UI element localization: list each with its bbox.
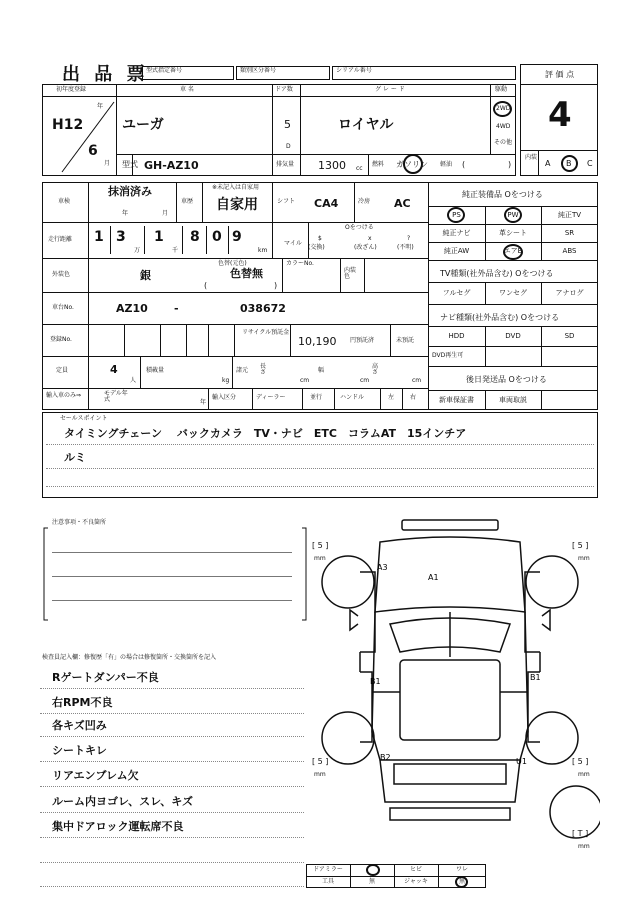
hgt-label: 高さ: [372, 363, 379, 376]
wid-label: 幅: [318, 367, 325, 374]
nav-title: ナビ種類(社外品含む) Oをつける: [440, 313, 560, 322]
import-label: 輸入車のみ⇒: [46, 392, 82, 399]
recycle-label-1: リサイクル預託金: [242, 329, 290, 336]
tire-fl-value: 5: [317, 541, 323, 550]
tools-value: 無: [368, 878, 375, 885]
dealer-option: ディーラー: [256, 394, 286, 401]
handle-label: ハンドル: [340, 394, 365, 401]
mile-label: マイル: [284, 240, 302, 247]
repaint-label: 色替(元色): [218, 260, 247, 267]
drive-label: 駆動: [495, 86, 508, 93]
tire-fr-mm: mm: [578, 555, 590, 562]
mark-unknown-symbol: ?: [407, 235, 411, 242]
nav-hdd: HDD: [448, 332, 465, 340]
model-year-label: モデル年式: [104, 390, 128, 403]
tire-spare-value: T: [577, 829, 583, 838]
equip-airbag: エアB: [503, 247, 523, 255]
damage-a3: A3: [377, 563, 388, 572]
interior-label: 内装: [525, 154, 538, 161]
recycle-value: 10,190: [298, 335, 337, 348]
paren-open: (: [462, 160, 466, 169]
note-item-5: リアエンブレム欠: [52, 769, 139, 782]
mileage-digit-4: 8: [190, 229, 200, 245]
interior-a: A: [545, 159, 551, 168]
man-label: 万: [134, 247, 141, 254]
note-item-7: 集中ドアロック運転席不良: [52, 820, 184, 833]
doors-label: ドア数: [275, 86, 293, 93]
note-item-1: Rゲートダンパー不良: [52, 671, 159, 684]
chassis-label: 車台No.: [52, 304, 74, 311]
drive-2wd: 2WD: [496, 105, 511, 112]
equip-leather: 革シート: [499, 229, 527, 237]
drive-4wd: 4WD: [496, 123, 511, 130]
km-label: km: [258, 247, 268, 254]
wid-cm: cm: [360, 377, 370, 384]
mark-swap-symbol: $: [318, 235, 322, 242]
exterior-value: 銀: [140, 269, 151, 282]
ac-label: 冷房: [358, 198, 371, 205]
mileage-digit-6: 9: [232, 229, 242, 245]
repaint-value: 色替無: [230, 267, 263, 280]
model-year-suffix: 年: [200, 399, 207, 406]
mileage-digit-2: 3: [116, 229, 126, 245]
grade-box-label: 評 価 点: [545, 70, 575, 79]
damage-b2: B2: [380, 753, 391, 762]
nav-sd: SD: [564, 332, 575, 340]
equip-aw: 純正AW: [443, 247, 470, 255]
tire-fl: [ 5 ]: [312, 541, 329, 550]
tv-fullseg: フルセグ: [442, 289, 471, 297]
len-label: 長さ: [260, 363, 267, 376]
jack-circle: [455, 876, 468, 888]
reg-label: 登録No.: [50, 336, 72, 343]
interior-color-label: 内装色: [344, 267, 357, 280]
dvd-play-label: DVD再生可: [432, 352, 464, 359]
interior-b: B: [566, 159, 572, 168]
tire-spare-mm: mm: [578, 843, 590, 850]
selling-points-label: セールスポイント: [60, 415, 108, 422]
model-value: GH-AZ10: [144, 159, 199, 172]
fuel-value: ガソリン: [396, 160, 428, 169]
fuel-label: 燃料: [372, 161, 385, 168]
paren-close: ): [508, 160, 512, 169]
displacement-value: 1300: [318, 159, 346, 172]
tire-spare: [ T ]: [572, 829, 589, 838]
equip-sr: SR: [564, 229, 575, 237]
mileage-digit-5: 0: [212, 229, 222, 245]
recycle-yen: 円預託済: [350, 337, 375, 344]
nav-dvd: DVD: [505, 332, 521, 340]
drive-other: その他: [494, 139, 513, 146]
hibi-label: ヒビ: [409, 866, 422, 873]
handle-right: 右: [410, 394, 417, 401]
light-oil-label: 軽油: [440, 161, 453, 168]
capacity-label: 定員: [56, 367, 69, 374]
interior-b-circle: [561, 155, 578, 172]
history-note: ※未記入は自家用: [212, 184, 260, 191]
month-label: 月: [104, 160, 111, 167]
color-no-label: カラーNo.: [286, 260, 314, 267]
tv-oneseg: ワンセグ: [499, 289, 527, 297]
hgt-cm: cm: [412, 377, 422, 384]
jack-label: ジャッキ: [404, 878, 428, 885]
fuel-circle: [403, 154, 423, 174]
tv-title: TV種類(社外品含む) Oをつける: [440, 269, 554, 278]
note-item-6: ルーム内ヨゴレ、スレ、キズ: [52, 795, 194, 808]
cc-label: cc: [356, 165, 363, 172]
doors-sub: D: [286, 143, 291, 150]
first-reg-label: 初年度登録: [56, 86, 87, 93]
mirror-circle: [366, 864, 380, 876]
import-class-label: 輸入区分: [212, 394, 237, 401]
car-name: ユーガ: [122, 117, 164, 133]
selling-points-line-2: ルミ: [64, 451, 86, 464]
tire-rr-mm: mm: [578, 771, 590, 778]
tire-rr: [ 5 ]: [572, 757, 589, 766]
later-title: 後日発送品 Oをつける: [466, 375, 547, 384]
kg-label: kg: [222, 377, 230, 384]
door-mirror-label: ドアミラー: [313, 866, 343, 873]
displacement-label: 排気量: [276, 161, 295, 168]
equip-abs: ABS: [562, 247, 577, 255]
car-name-label: 車 名: [180, 86, 194, 93]
note-item-2: 右RPM不良: [52, 696, 113, 709]
tire-rl-value: 5: [317, 757, 323, 766]
damage-a1: A1: [428, 573, 439, 582]
equip-ps-circle: [447, 207, 465, 223]
mark-swap-text: (交換): [308, 244, 325, 251]
page-title: 出 品 票: [62, 64, 149, 85]
shaken-month: 月: [162, 210, 169, 217]
damage-b1-left: B1: [370, 677, 381, 686]
inspector-note: 検査員記入欄：修復歴「有」の場合は修復箇所・交換箇所を記入: [42, 654, 217, 661]
chassis-number: 038672: [240, 302, 286, 315]
equip-title: 純正装備品 Oをつける: [462, 190, 543, 199]
mileage-digit-1: 1: [94, 229, 104, 245]
manual-label: 車両取説: [499, 396, 527, 404]
equip-tv: 純正TV: [557, 211, 582, 219]
tire-rl: [ 5 ]: [312, 757, 329, 766]
first-reg-era: H12: [52, 117, 84, 133]
mark-mod-text: (改ざん): [354, 244, 377, 251]
tire-fr: [ 5 ]: [572, 541, 589, 550]
notes-title: 注意事項・不良箇所: [52, 519, 107, 526]
wave-label: ワレ: [455, 866, 468, 873]
notes-bracket: [40, 520, 310, 630]
tire-rl-mm: mm: [314, 771, 326, 778]
tire-rr-value: 5: [577, 757, 583, 766]
mark-title: Oをつける: [345, 224, 374, 231]
grade-name: ロイヤル: [338, 117, 394, 133]
shaken-value: 抹消済み: [108, 185, 152, 198]
model-label: 型式: [122, 160, 138, 169]
recycle-unpaid: 未預託: [396, 337, 415, 344]
damage-u1: U1: [516, 757, 527, 766]
shift-label: シフト: [277, 198, 296, 205]
chassis-dash: -: [174, 302, 179, 315]
tire-fl-mm: mm: [314, 555, 326, 562]
repaint-paren-open: (: [204, 281, 208, 290]
parallel-option: 並行: [310, 394, 323, 401]
repaint-paren-close: ): [274, 281, 278, 290]
serial-label: シリアル番号: [336, 67, 372, 74]
tv-analog: アナログ: [555, 289, 584, 297]
shift-value: CA4: [314, 197, 339, 210]
jack-value: 無: [458, 878, 465, 885]
car-diagram: [317, 512, 600, 852]
drive-2wd-circle: [493, 101, 512, 117]
tire-fr-value: 5: [577, 541, 583, 550]
chassis-prefix: AZ10: [116, 302, 148, 315]
person-label: 人: [130, 377, 137, 384]
dims-label: 諸元: [236, 367, 249, 374]
mileage-label: 走行距離: [48, 236, 73, 243]
equip-navi: 純正ナビ: [442, 229, 471, 237]
history-value: 自家用: [216, 197, 258, 213]
equip-pw: PW: [507, 211, 519, 219]
type-cert-label: 型式指定番号: [146, 67, 183, 74]
interior-c: C: [587, 159, 593, 168]
exterior-label: 外装色: [52, 271, 71, 278]
shaken-year: 年: [122, 210, 129, 217]
doors-value: 5: [284, 118, 291, 131]
tools-label: 工具: [321, 878, 334, 885]
sen-label: 千: [172, 247, 179, 254]
class-label: 類別区分番号: [240, 67, 277, 74]
mileage-digit-3: 1: [154, 229, 164, 245]
selling-points-line-1: タイミングチェーン バックカメラ TV・ナビ ETC コラムAT 15インチア: [64, 427, 467, 440]
shaken-label: 車検: [58, 198, 71, 205]
mark-unknown-text: (不明): [397, 244, 414, 251]
note-item-4: シートキレ: [52, 744, 107, 757]
damage-b1-right: B1: [530, 673, 541, 682]
year-label: 年: [97, 103, 104, 110]
equip-ps: PS: [452, 211, 461, 219]
equip-pw-circle: [504, 207, 522, 223]
handle-left: 左: [388, 394, 395, 401]
ac-value: AC: [394, 197, 411, 210]
note-item-3: 各キズ凹み: [52, 719, 107, 732]
len-cm: cm: [300, 377, 310, 384]
history-label: 車歴: [181, 198, 194, 205]
equip-airbag-circle: [503, 244, 523, 260]
grade-value: 4: [548, 95, 572, 135]
warranty-label: 新車保証書: [439, 396, 474, 404]
grade-label: グ レ ー ド: [375, 86, 405, 93]
load-label: 積載量: [146, 367, 165, 374]
capacity-value: 4: [110, 363, 118, 376]
mark-mod-symbol: x: [368, 235, 372, 242]
first-reg-month: 6: [88, 143, 98, 159]
